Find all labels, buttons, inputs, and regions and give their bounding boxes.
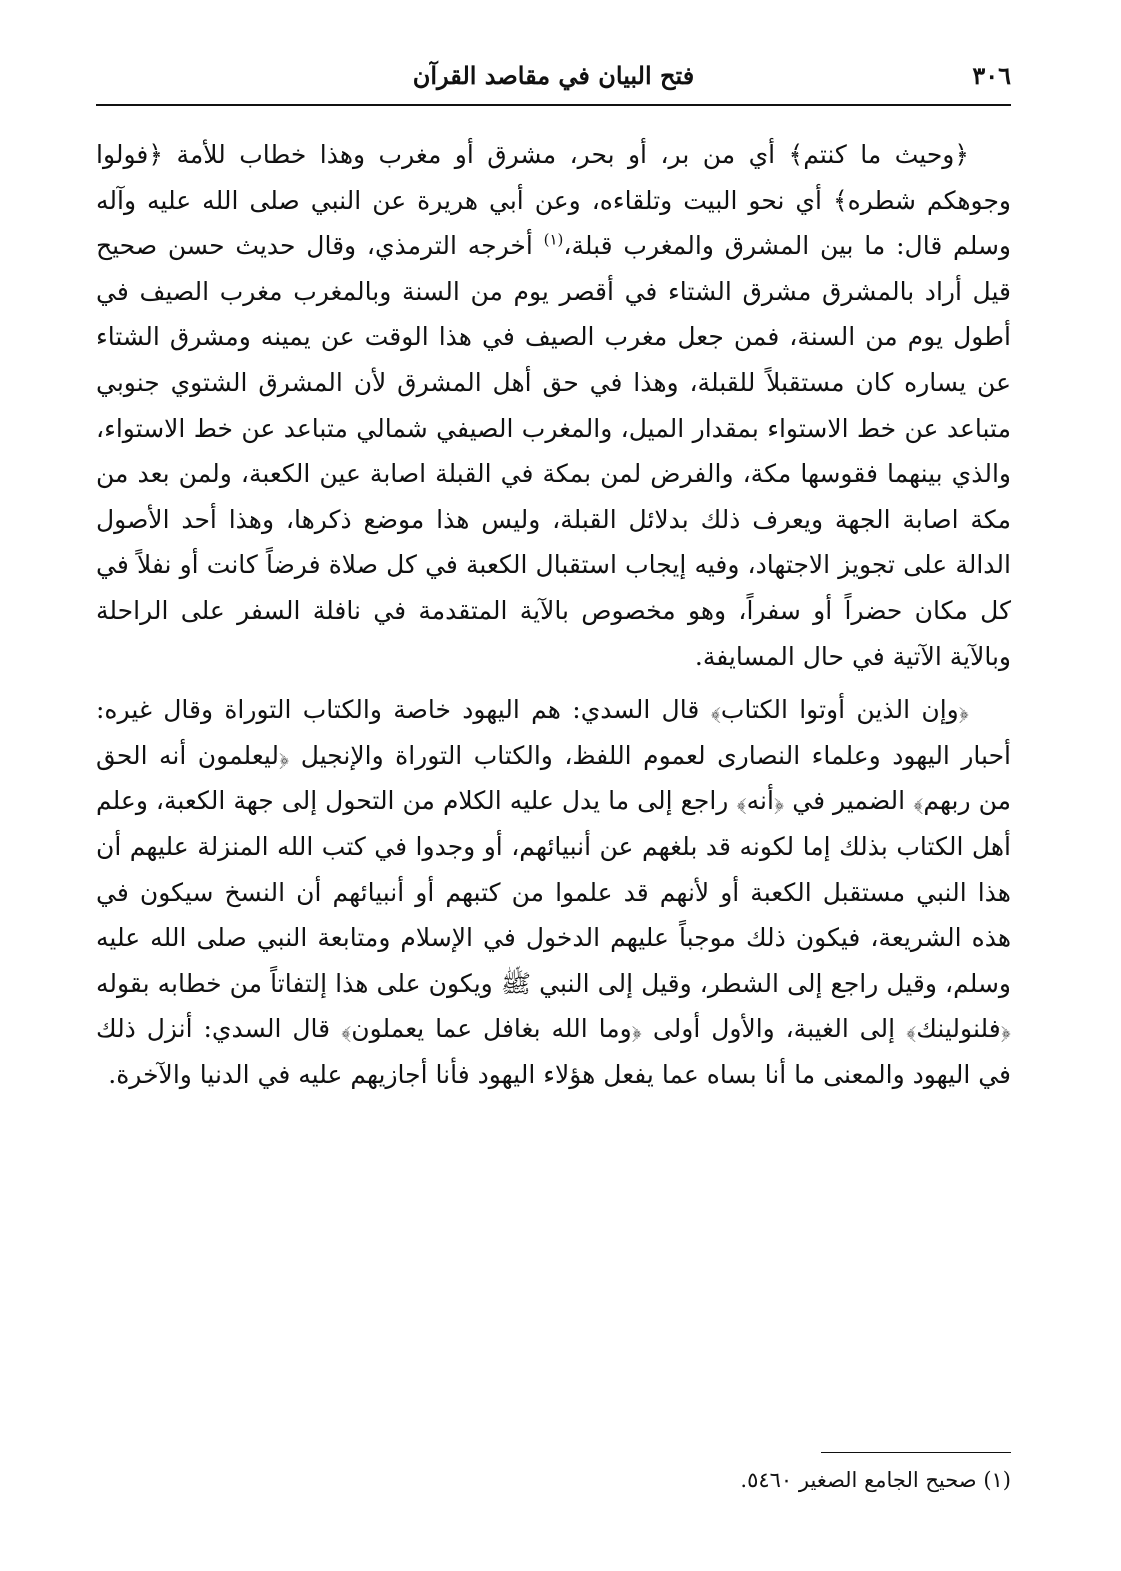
footnote-text: صحيح الجامع الصغير ٥٤٦٠. bbox=[740, 1468, 984, 1492]
footnote-1 bbox=[211, 1464, 1011, 1496]
footnote-divider bbox=[821, 1452, 1011, 1453]
footnote-reference-1: (١) bbox=[543, 230, 564, 249]
paragraph-1-text-a: ﴿وحيث ما كنتم﴾ أي من بر، أو بحر، مشرق أو مغرب وهذا خطاب للأمة ﴿فولوا وجوهكم شطره﴾ أي نحو البيت وتلقاءه، وعن أبي هريرة عن النبي صلى الله عليه وآله وسلم قال: ما بين المشرق والمغرب قبلة، bbox=[96, 140, 1011, 261]
paragraph-1-text-b: أخرجه الترمذي، وقال حديث حسن صحيح قيل أراد بالمشرق مشرق الشتاء في أقصر يوم من السنة وبالمغرب مغرب الصيف في أطول يوم من السنة، فمن جعل مغرب الصيف في هذا الوقت عن يمينه ومشرق الشتاء عن يساره كان مستقبلاً للقبلة، وهذا في حق أهل المشرق لأن المشرق الشتوي جنوبي متباعد عن خط الاستواء بمقدار الميل، والمغرب الصيفي شمالي متباعد عن خط الاستواء، والذي بينهما فقوسها مكة، والفرض لمن بمكة في القبلة اصابة عين الكعبة، ولمن بعد من مكة اصابة الجهة ويعرف ذلك بدلائل القبلة، وليس هذا موضع ذكرها، وهذا أحد الأصول الدالة على تجويز الاجتهاد، وفيه إيجاب استقبال الكعبة في كل صلاة فرضاً كانت أو نفلاً في كل مكان حضراً أو سفراً، وهو مخصوص بالآية المتقدمة في نافلة السفر على الراحلة وبالآية الآتية في حال المسايفة. bbox=[96, 231, 1011, 671]
book-title: فتح البيان في مقاصد القرآن bbox=[412, 61, 695, 90]
header-divider bbox=[96, 104, 1011, 106]
running-head bbox=[96, 58, 1011, 100]
paragraph-1 bbox=[96, 132, 1011, 679]
paragraph-2: ﴿وإن الذين أوتوا الكتاب﴾ قال السدي: هم اليهود خاصة والكتاب التوراة وقال غيره: أحبار اليهود وعلماء النصارى لعموم اللفظ، والكتاب التوراة والإنجيل ﴿ليعلمون أنه الحق من ربهم﴾ الضمير في ﴿أنه﴾ راجع إلى ما يدل عليه الكلام من التحول إلى جهة الكعبة، وعلم أهل الكتاب بذلك إما لكونه قد بلغهم عن أنبيائهم، أو وجدوا في كتب الله المنزلة عليهم أن هذا النبي مستقبل الكعبة أو لأنهم قد علموا من كتبهم أو أنبيائهم أن النسخ سيكون في هذه الشريعة، فيكون ذلك موجباً عليهم الدخول في الإسلام ومتابعة النبي صلى الله عليه وسلم، وقيل راجع إلى الشطر، وقيل إلى النبي ﷺ ويكون على هذا إلتفاتاً من خطابه بقوله ﴿فلنولينك﴾ إلى الغيبة، والأول أولى ﴿وما الله بغافل عما يعملون﴾ قال السدي: أنزل ذلك في اليهود والمعنى ما أنا بساه عما يفعل هؤلاء اليهود فأنا أجازيهم عليه في الدنيا والآخرة. bbox=[96, 695, 1011, 1089]
footnote-marker: (١) bbox=[983, 1468, 1011, 1492]
page-number: ٣٠٦ bbox=[972, 61, 1011, 90]
main-text bbox=[96, 132, 1011, 1097]
